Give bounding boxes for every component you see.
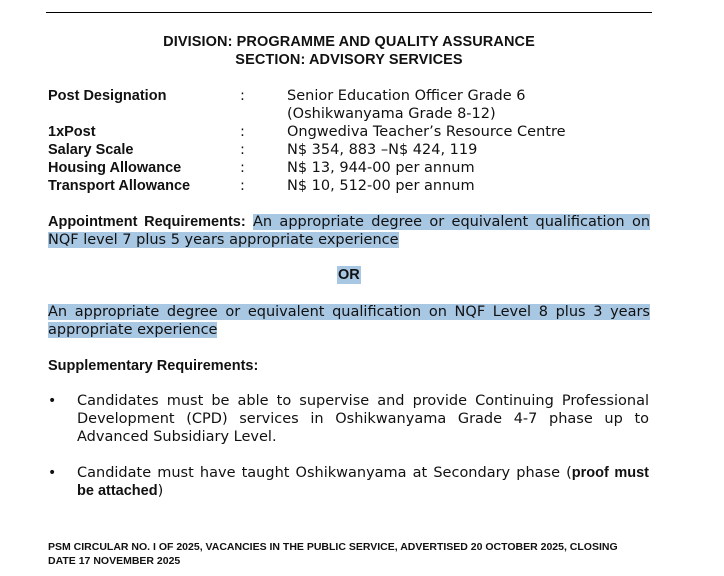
supplementary-heading: Supplementary Requirements:	[48, 358, 259, 374]
colon: :	[240, 178, 245, 194]
housing-allowance-label: Housing Allowance	[48, 160, 182, 176]
appointment-option-2: An appropriate degree or equivalent qualification on NQF Level 8 plus 3 years appropriate experience	[48, 304, 650, 338]
post-designation-subject: (Oshikwanyama Grade 8-12)	[287, 106, 496, 122]
colon: :	[240, 142, 245, 158]
appointment-option-1: An appropriate degree or equivalent qualification on NQF level 7 plus 5 years appropriate experience	[48, 214, 651, 248]
circular-footer: PSM CIRCULAR NO. I OF 2025, VACANCIES IN THE PUBLIC SERVICE, ADVERTISED 20 OCTOBER 2025, CLOSING DATE 17 NOVEMBER 2025	[48, 541, 618, 567]
appointment-option-2-paragraph	[48, 303, 650, 339]
post-count-label: 1xPost	[48, 124, 96, 140]
colon: :	[240, 124, 245, 140]
supplementary-item-1: Candidates must be able to supervise and provide Continuing Professional Development (CPD) services in Oshikwanyama Grade 4-7 phase up to Advanced Subsidiary Level.	[77, 393, 649, 445]
proof-note: proof must be attached	[77, 465, 649, 499]
or-separator: OR	[338, 267, 360, 283]
transport-allowance-label: Transport Allowance	[48, 178, 191, 194]
supplementary-item-2	[77, 464, 649, 500]
transport-allowance-value: N$ 10, 512-00 per annum	[287, 178, 475, 194]
division-heading: DIVISION: PROGRAMME AND QUALITY ASSURANCE	[163, 34, 535, 50]
appointment-requirements	[48, 213, 650, 249]
section-heading: SECTION: ADVISORY SERVICES	[235, 52, 463, 68]
colon: :	[240, 88, 245, 104]
post-designation-value: Senior Education Officer Grade 6	[287, 88, 526, 104]
salary-scale-value: N$ 354, 883 –N$ 424, 119	[287, 142, 478, 158]
post-count-value: Ongwediva Teacher’s Resource Centre	[287, 124, 566, 140]
appointment-label: Appointment Requirements:	[48, 214, 246, 230]
top-rule	[46, 12, 652, 13]
post-designation-label: Post Designation	[48, 88, 167, 104]
supplementary-item-2-text: Candidate must have taught Oshikwanyama at Secondary phase (	[77, 465, 572, 481]
colon: :	[240, 160, 245, 176]
supplementary-item-2-end: )	[157, 483, 164, 499]
housing-allowance-value: N$ 13, 944-00 per annum	[287, 160, 475, 176]
bullet-icon: •	[48, 465, 57, 481]
bullet-icon: •	[48, 393, 57, 409]
salary-scale-label: Salary Scale	[48, 142, 134, 158]
